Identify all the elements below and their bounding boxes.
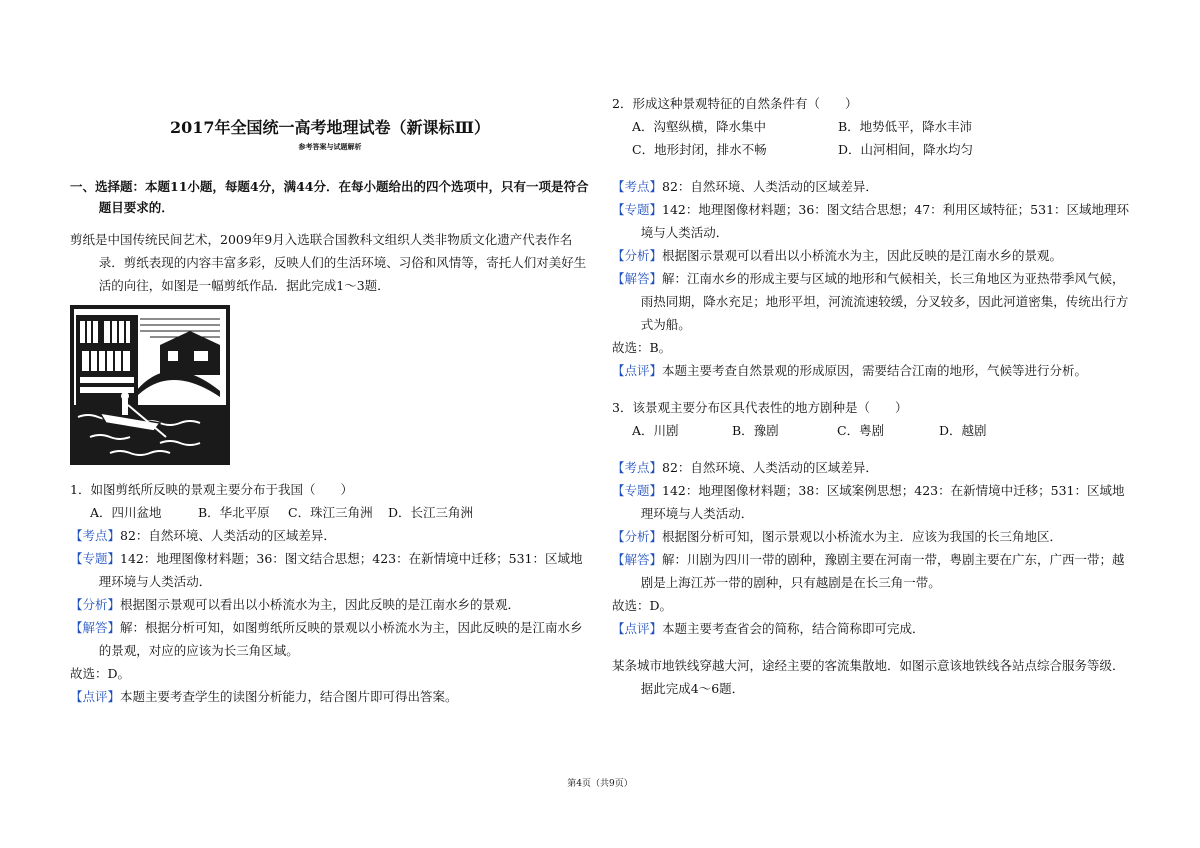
q3-fenxi: 【分析】根据图分析可知，图示景观以小桥流水为主．应该为我国的长三角地区． — [612, 529, 1063, 544]
q3-option-d: D．越剧 — [939, 423, 987, 438]
q1-option-d: D．长江三角洲 — [388, 505, 474, 520]
kaodian-tag: 【考点】 — [612, 460, 663, 475]
q2-dianping: 【点评】本题主要考查自然景观的形成原因，需要结合江南的地形，气候等进行分析。 — [612, 363, 1088, 378]
q1-options — [70, 501, 590, 524]
q3-option-c: C．粤剧 — [837, 423, 885, 438]
q2-option-c: C．地形封闭，排水不畅 — [632, 142, 767, 157]
fenxi-tag: 【分析】 — [612, 248, 663, 263]
jieda-tag: 【解答】 — [70, 620, 121, 635]
q2-options-row2 — [612, 138, 1132, 161]
q2-zhuanti: 【专题】142：地理图像材料题；36：图文结合思想；47：利用区域特征；531：区域地理环境与人类活动． — [612, 202, 1130, 240]
exam-title: 2017年全国统一高考地理试卷（新课标Ⅲ） — [169, 118, 491, 137]
section-heading: 一、选择题：本题11小题，每题4分，满44分．在每小题给出的四个选项中，只有一项是符合题目要求的． — [70, 179, 589, 215]
q3-option-a: A．川剧 — [632, 423, 679, 438]
q1-answer: 故选：D。 — [70, 666, 131, 681]
q1-stem: 1．如图剪纸所反映的景观主要分布于我国（ ） — [70, 482, 353, 497]
q2-answer: 故选：B。 — [612, 340, 672, 355]
q3-stem: 3．该景观主要分布区具代表性的地方剧种是（ ） — [612, 400, 908, 415]
zhuanti-tag: 【专题】 — [612, 483, 663, 498]
q2-fenxi: 【分析】根据图示景观可以看出以小桥流水为主，因此反映的是江南水乡的景观。 — [612, 248, 1063, 263]
q2-options-row1 — [612, 115, 1132, 138]
zhuanti-tag: 【专题】 — [612, 202, 663, 217]
jieda-tag: 【解答】 — [612, 271, 663, 286]
q3-options — [612, 419, 1132, 442]
kaodian-tag: 【考点】 — [612, 179, 663, 194]
left-column — [70, 118, 590, 708]
papercut-illustration — [70, 305, 230, 465]
q2-option-d: D．山河相间，降水均匀 — [838, 142, 974, 157]
q2-option-b: B．地势低平，降水丰沛 — [838, 119, 973, 134]
q2-kaodian: 【考点】82：自然环境、人类活动的区域差异． — [612, 179, 878, 194]
right-column — [612, 92, 1132, 700]
kaodian-tag: 【考点】 — [70, 528, 121, 543]
q3-answer: 故选：D。 — [612, 598, 673, 613]
dianping-tag: 【点评】 — [612, 363, 663, 378]
next-material-intro: 某条城市地铁线穿越大河，途经主要的客流集散地．如图示意该地铁线各站点综合服务等级．据此完成4～6题． — [612, 658, 1125, 696]
q3-zhuanti: 【专题】142：地理图像材料题；38：区域案例思想；423：在新情境中迁移；531：区域地理环境与人类活动． — [612, 483, 1125, 521]
q1-jieda: 【解答】解：根据分析可知，如图剪纸所反映的景观以小桥流水为主，因此反映的是江南水乡的景观，对应的应该为长三角区域。 — [70, 620, 583, 658]
q2-option-a: A．沟壑纵横，降水集中 — [632, 119, 767, 134]
zhuanti-tag: 【专题】 — [70, 551, 121, 566]
material-intro: 剪纸是中国传统民间艺术，2009年9月入选联合国教科文组织人类非物质文化遗产代表作名录．剪纸表现的内容丰富多彩，反映人们的生活环境、习俗和风情等，寄托人们对美好生活的向往，如图是一幅剪纸作品．据此完成1～3题． — [70, 232, 587, 293]
fenxi-tag: 【分析】 — [70, 597, 121, 612]
jieda-tag: 【解答】 — [612, 552, 663, 567]
q2-stem: 2．形成这种景观特征的自然条件有（ ） — [612, 96, 858, 111]
q3-jieda: 【解答】解：川剧为四川一带的剧种，豫剧主要在河南一带，粤剧主要在广东，广西一带；越剧是上海江苏一带的剧种，只有越剧是在长三角一带。 — [612, 552, 1125, 590]
q3-kaodian: 【考点】82：自然环境、人类活动的区域差异． — [612, 460, 878, 475]
fenxi-tag: 【分析】 — [612, 529, 663, 544]
q3-option-b: B．豫剧 — [732, 423, 779, 438]
q1-option-a: A．四川盆地 — [90, 505, 162, 520]
dianping-tag: 【点评】 — [70, 689, 121, 704]
page-footer: 第4页（共9页） — [567, 779, 633, 789]
q1-dianping: 【点评】本题主要考查学生的读图分析能力，结合图片即可得出答案。 — [70, 689, 458, 704]
q1-fenxi: 【分析】根据图示景观可以看出以小桥流水为主，因此反映的是江南水乡的景观． — [70, 597, 521, 612]
q3-dianping: 【点评】本题主要考查省会的简称，结合简称即可完成． — [612, 621, 925, 636]
q1-kaodian: 【考点】82：自然环境、人类活动的区域差异． — [70, 528, 336, 543]
exam-subtitle: 参考答案与试题解析 — [298, 142, 362, 151]
q1-zhuanti: 【专题】142：地理图像材料题；36：图文结合思想；423：在新情境中迁移；531：区域地理环境与人类活动． — [70, 551, 583, 589]
q2-jieda: 【解答】解：江南水乡的形成主要与区域的地形和气候相关，长三角地区为亚热带季风气候，雨热同期，降水充足；地形平坦，河流流速较缓，分叉较多，因此河道密集，传统出行方式为船。 — [612, 271, 1129, 332]
q1-option-b: B．华北平原 — [198, 505, 270, 520]
q1-option-c: C．珠江三角洲 — [288, 505, 373, 520]
dianping-tag: 【点评】 — [612, 621, 663, 636]
